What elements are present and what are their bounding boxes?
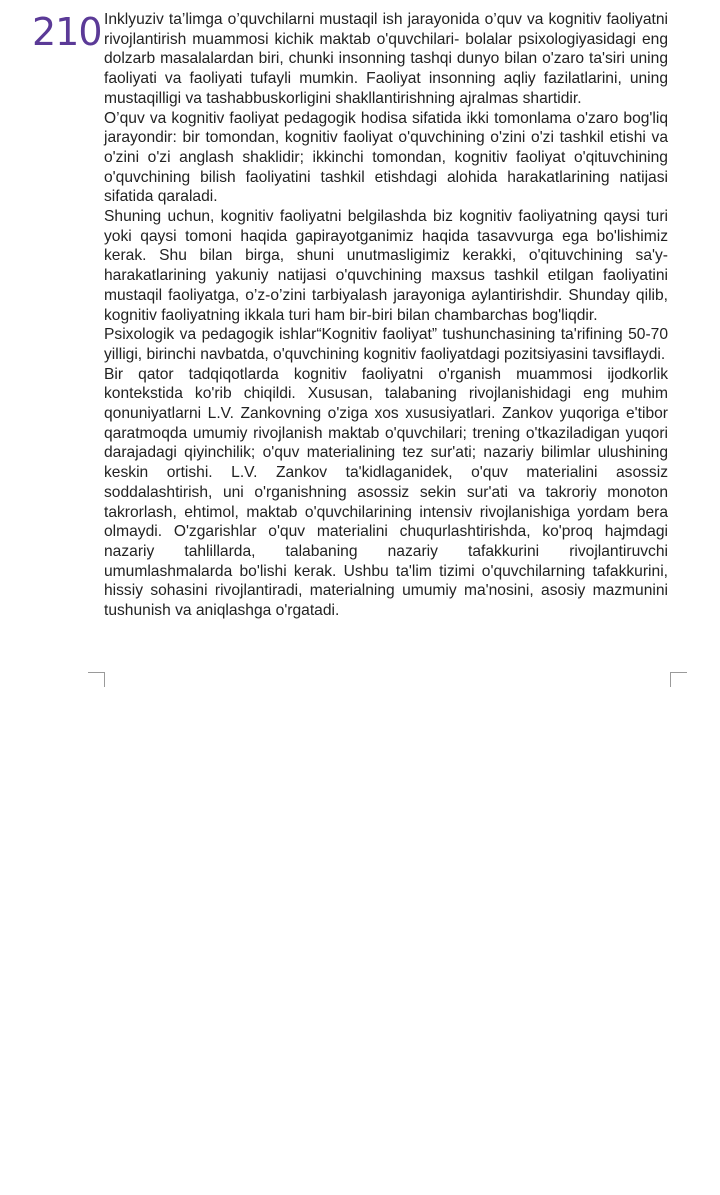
paragraph-3: Shuning uchun, kognitiv faoliyatni belgilashda biz kognitiv faoliyatning qaysi turi yoki qaysi tomoni haqida gapirayotganimiz haqida tasavvurga ega bo'lishimiz kerak. Shu bilan birga, shuni unutmasligimiz kerakki, o'qituvchining sa'y-harakatlarining yakuniy natijasi o'quvchining maxsus tashkil etilgan faoliyatini mustaqil faoliyatga, o’z-o’zini tarbiyalash jarayoniga aylantirishdir. Shunday qilib, kognitiv faoliyatning ikkala turi ham bir-biri bilan chambarchas bog'liqdir.	[104, 208, 668, 324]
crop-mark-right	[670, 672, 687, 687]
paragraph-1: Inklyuziv ta’limga o’quvchilarni mustaqil ish jarayonida o’quv va kognitiv faoliyatni rivojlantirish muammosi kichik maktab o'quvchilari- bolalar psixologiyasidagi eng dolzarb masalalardan biri, chunki insonning tashqi dunyo bilan o'zaro ta'siri uning faoliyati va faoliyati tufayli mumkin. Faoliyat insonning aqliy fazilatlarini, uning mustaqilligi va tashabbuskorligini shakllantirishning ajralmas shartidir.	[104, 11, 668, 107]
paragraph-4: Psixologik va pedagogik ishlar“Kognitiv faoliyat” tushunchasining ta'rifining 50-70 yilligi, birinchi navbatda, o'quvchining kognitiv faoliyatdagi pozitsiyasini tavsiflaydi.	[104, 326, 668, 363]
paragraph-5: Bir qator tadqiqotlarda kognitiv faoliyatni o'rganish muammosi ijodkorlik kontekstida ko'rib chiqildi. Xususan, talabaning rivojlanishidagi eng muhim qonuniyatlarni L.V. Zankovning o'ziga xos xususiyatlari. Zankov yuqoriga e'tibor qaratmoqda umumiy rivojlanish maktab o'quvchilari; trening o'tkaziladigan yuqori darajadagi qiyinchilik; o'quv materialining tez sur'ati; nazariy bilimlar ulushining keskin ortishi. L.V. Zankov ta'kidlaganidek, o'quv materialini asossiz soddalashtirish, uni o'rganishning asossiz sekin sur'ati va takroriy monoton takrorlash, ehtimol, maktab o'quvchilarining intensiv rivojlanishiga yordam bera olmaydi. O'zgarishlar o'quv materialini chuqurlashtirishda, ko'proq hajmdagi nazariy tahlillarda, talabaning nazariy tafakkurini rivojlantiruvchi umumlashmalarda bo'lishi kerak. Ushbu ta'lim tizimi o'quvchilarning tafakkurini, hissiy sohasini rivojlantiradi, materialning umumiy ma'nosini, asosiy mazmunini tushunish va aniqlashga o'rgatadi.	[104, 365, 668, 620]
page-number: 210	[32, 10, 102, 54]
paragraph-2: O’quv va kognitiv faoliyat pedagogik hodisa sifatida ikki tomonlama o'zaro bog'liq jarayondir: bir tomondan, kognitiv faoliyat o'quvchining o'zini o'zi tashkil etishi va o'zini o'zi anglash shaklidir; ikkinchi tomondan, kognitiv faoliyat o'qituvchining o'quvchining bilish faoliyatini tashkil etishdagi alohida harakatlarining natijasi sifatida qaraladi.	[104, 109, 668, 206]
crop-mark-left	[88, 672, 105, 687]
body-text	[104, 10, 668, 621]
